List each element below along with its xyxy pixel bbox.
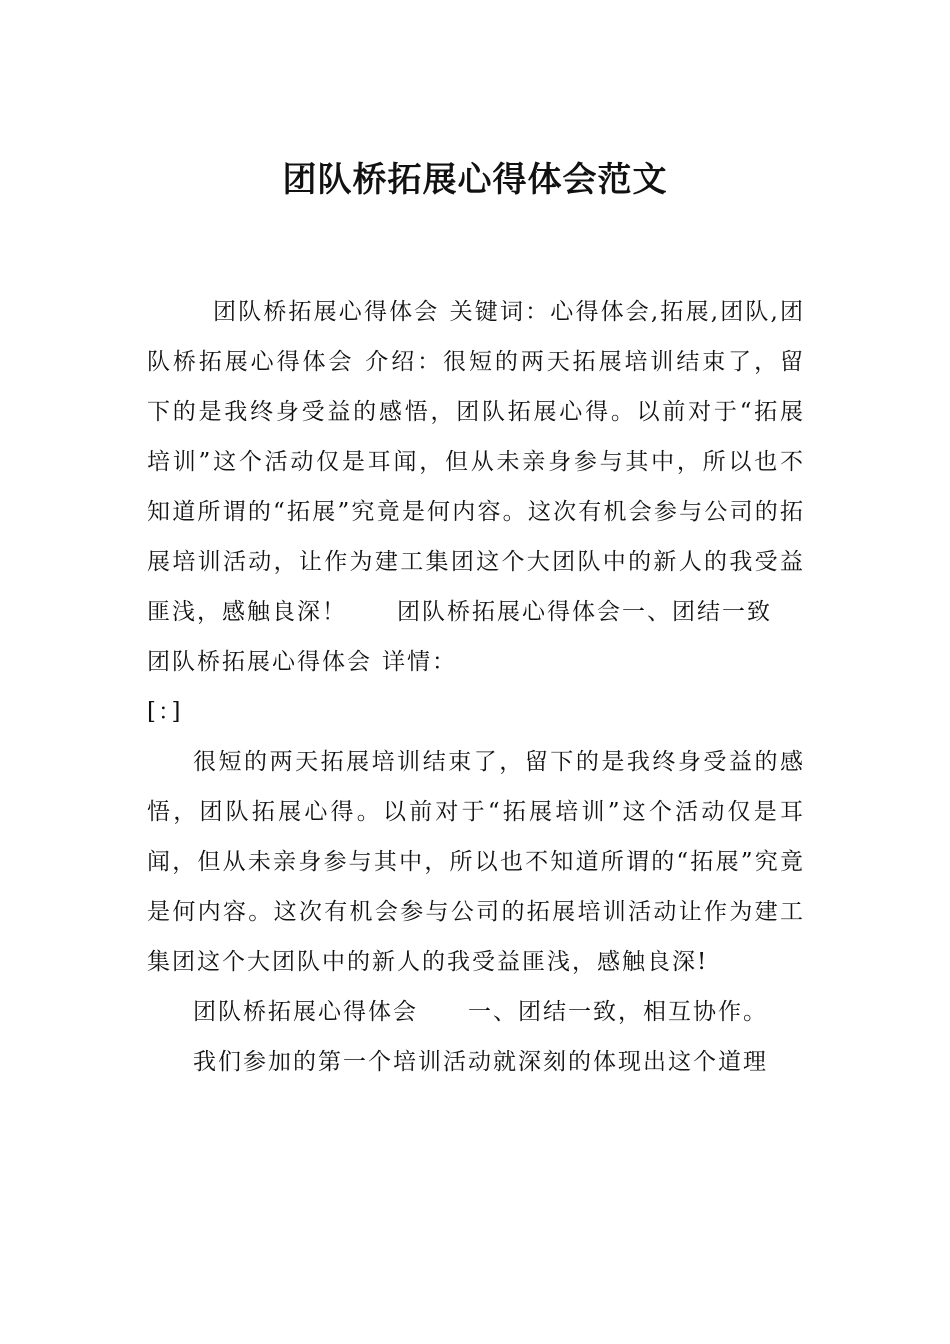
intro-paragraph: [147, 287, 805, 637]
details-text: 详情：: [382, 649, 457, 675]
intro-summary-label: 团队桥拓展心得体会: [147, 299, 806, 375]
section-label: 团队桥拓展心得体会: [193, 999, 418, 1025]
intro-tail-label: 团队桥拓展心得体会: [397, 599, 622, 625]
intro-keywords: 关键词：心得体会,拓展,团队,: [449, 299, 780, 325]
body-paragraph-2: 我们参加的第一个培训活动就深刻的体现出这个道理: [193, 1049, 768, 1075]
document-title: 团队桥拓展心得体会范文: [282, 160, 668, 200]
details-line: [147, 637, 805, 687]
bracket-line: [：]: [147, 699, 183, 725]
section-heading: 一、团结一致，相互协作。: [468, 999, 768, 1025]
section-heading-line: [147, 987, 805, 1037]
intro-summary: 介绍：很短的两天拓展培训结束了，留下的是我终身受益的感悟，团队拓展心得。以前对于“拓展培训”这个活动仅是耳闻，但从未亲身参与其中，所以也不知道所谓的“拓展”究竟是何内容。这次有机会参与公司的拓展培训活动，让作为建工集团这个大团队中的新人的我受益匪浅，感触良深！: [147, 349, 806, 625]
details-label: 团队桥拓展心得体会: [147, 649, 372, 675]
intro-label: 团队桥拓展心得体会: [213, 299, 440, 325]
intro-tail: 一、团结一致: [622, 599, 772, 625]
document-body: [147, 287, 805, 1087]
body-paragraph-1: 很短的两天拓展培训结束了，留下的是我终身受益的感悟，团队拓展心得。以前对于“拓展培训”这个活动仅是耳闻，但从未亲身参与其中，所以也不知道所谓的“拓展”究竟是何内容。这次有机会参与公司的拓展培训活动让作为建工集团这个大团队中的新人的我受益匪浅，感触良深!: [147, 749, 805, 975]
